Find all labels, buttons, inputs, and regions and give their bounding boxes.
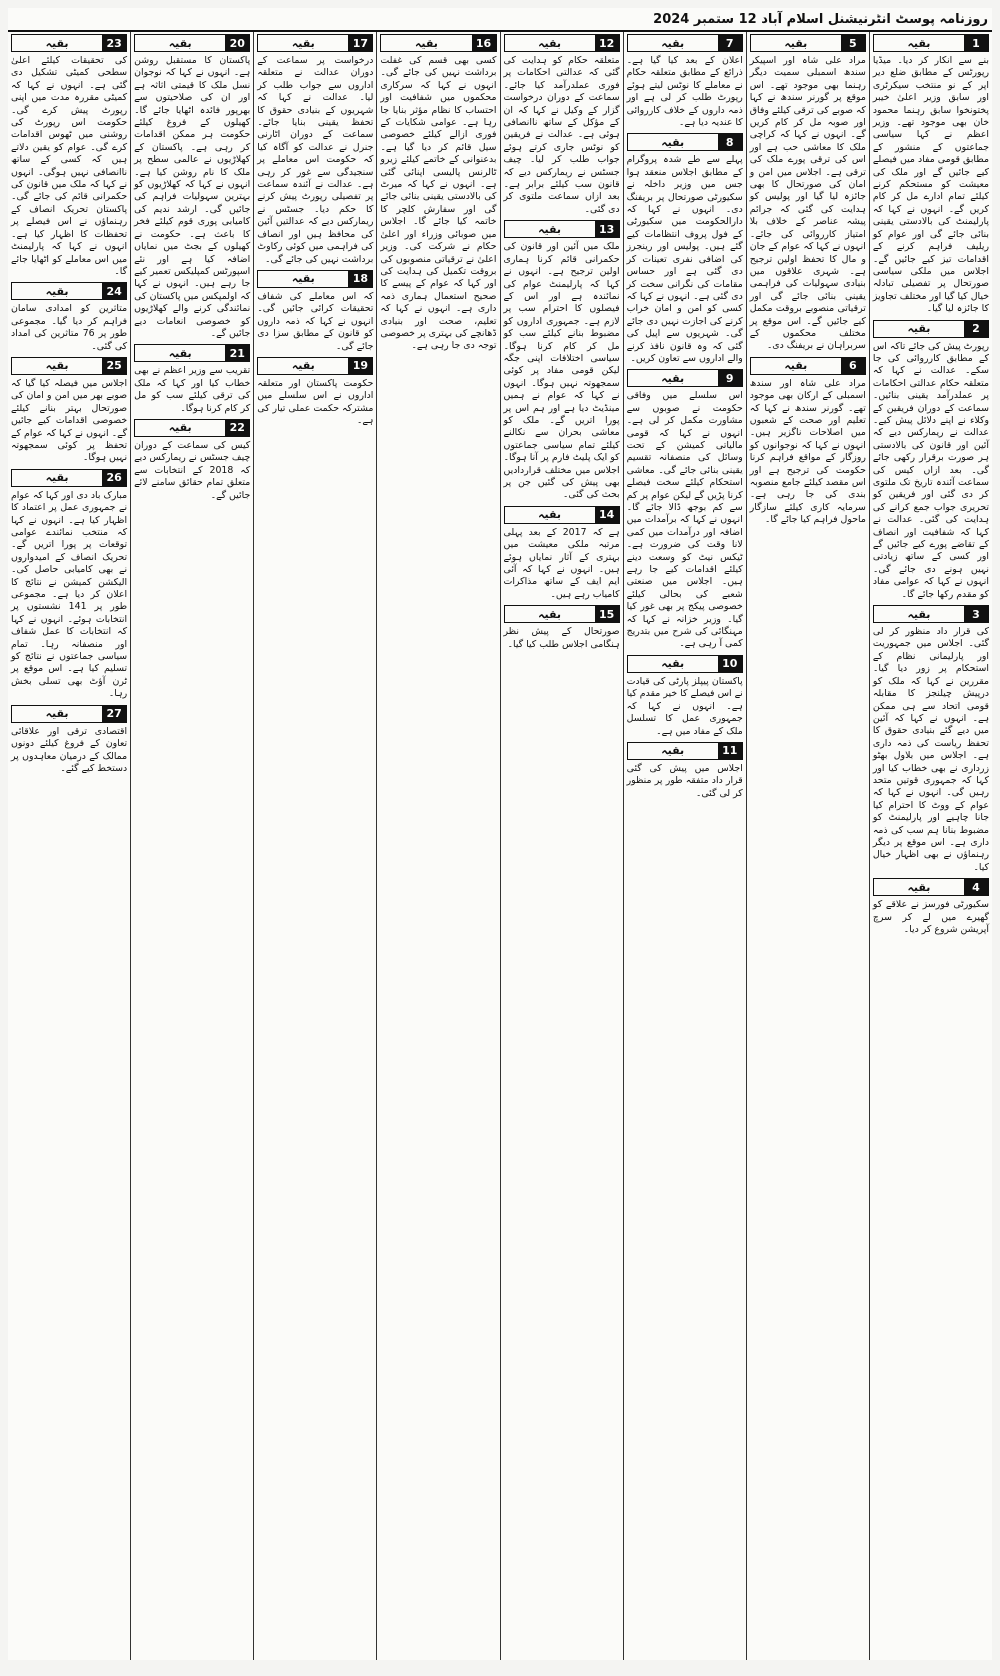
continuation-block xyxy=(627,369,743,651)
continuation-tag xyxy=(11,469,127,487)
continuation-text: پاکستان کا مستقبل روشن ہے۔ انہوں نے کہا کہ نوجوان نسل ملک کا قیمتی اثاثہ ہے اور ان کی صلاحیتوں سے بھرپور فائدہ اٹھایا جائے گا۔ کھیلوں کے فروغ کیلئے حکومت ہر ممکن اقدامات کر رہی ہے۔ پاکستان کے کھلاڑیوں نے عالمی سطح پر ملک کا نام روشن کیا ہے۔ انہوں نے کہا کہ کھلاڑیوں کو بہترین سہولیات فراہم کی جائیں گی۔ ارشد ندیم کی کامیابی پوری قوم کیلئے فخر کا باعث ہے۔ حکومت نے کھیلوں کے بجٹ میں نمایاں اضافہ کیا ہے اور نئے اسپورٹس کمپلیکس تعمیر کیے جا رہے ہیں۔ انہوں نے کہا کہ اولمپکس میں پاکستان کی نمائندگی کرنے والے کھلاڑیوں کو خصوصی انعامات دیے جائیں گے۔ xyxy=(134,55,251,339)
continuation-tag xyxy=(257,357,373,375)
continuation-tag xyxy=(11,34,127,52)
continuation-text: کیس کی سماعت کے دوران چیف جسٹس نے ریمارکس دیے کہ 2018 کے انتخابات سے متعلق تمام حقائق سامنے لائے جائیں گے۔ xyxy=(134,439,251,501)
continuation-text: ہے کہ 2017 کے بعد پہلی مرتبہ ملکی معیشت میں بہتری کے آثار نمایاں ہوئے ہیں۔ انہوں نے کہا کہ آئی ایم ایف کے ساتھ مذاکرات کامیاب رہے ہیں۔ xyxy=(503,526,620,600)
continuation-number: 3 xyxy=(964,606,988,622)
continuation-text: اقتصادی ترقی اور علاقائی تعاون کے فروغ کیلئے دونوں ممالک کے درمیان معاہدوں پر دستخط کیے گئے۔ xyxy=(11,725,128,774)
continuation-number: 16 xyxy=(472,35,496,51)
continuation-text: مبارک باد دی اور کہا کہ عوام نے جمہوری عمل پر اعتماد کا اظہار کیا ہے۔ انہوں نے کہا کہ منتخب نمائندے عوامی توقعات پر پورا اتریں گے۔ تحریک انصاف کے امیدواروں نے بھی کامیابی حاصل کی۔ الیکشن کمیشن نے نتائج کا اعلان کر دیا ہے۔ مجموعی طور پر 141 نشستوں پر انتخابات ہوئے۔ انہوں نے کہا کہ انتخابات کا عمل شفاف اور منصفانہ رہا۔ تمام سیاسی جماعتوں نے نتائج کو تسلیم کیا ہے۔ اس موقع پر ٹرن آؤٹ بھی تسلی بخش رہا۔ xyxy=(11,489,128,700)
continuation-label: بقیہ xyxy=(291,272,315,286)
continuation-label: بقیہ xyxy=(661,371,685,385)
continuation-number: 9 xyxy=(718,370,742,386)
continuation-label: بقیہ xyxy=(784,359,808,373)
continuation-label: بقیہ xyxy=(291,359,315,373)
continuation-tag xyxy=(627,133,743,151)
continuation-tag xyxy=(504,605,620,623)
continuation-label: بقیہ xyxy=(45,359,69,373)
continuation-number: 1 xyxy=(964,35,988,51)
continuation-label: بقیہ xyxy=(291,36,315,50)
column-5 xyxy=(376,32,499,1660)
continuation-label: بقیہ xyxy=(45,36,69,50)
continuation-tag xyxy=(627,742,743,760)
continuation-text: کی تحقیقات کیلئے اعلیٰ سطحی کمیٹی تشکیل دی گئی ہے۔ انہوں نے کہا کہ کمیٹی مقررہ مدت میں اپنی رپورٹ پیش کرے گی۔ حکومت اس رپورٹ کی روشنی میں ٹھوس اقدامات کرے گی۔ عوام کو یقین دلاتے ہیں کہ کسی کے ساتھ ناانصافی نہیں ہوگی۔ انہوں نے کہا کہ ملک میں قانون کی حکمرانی قائم کی جائے گی۔ پاکستان تحریک انصاف کے رہنماؤں نے اس فیصلے پر تحفظات کا اظہار کیا ہے۔ انہوں نے کہا کہ پارلیمنٹ میں اس معاملے کو اٹھایا جائے گا۔ xyxy=(11,55,128,277)
continuation-label: بقیہ xyxy=(538,508,562,522)
continuation-label: بقیہ xyxy=(168,36,192,50)
continuation-text: صورتحال کے پیش نظر ہنگامی اجلاس طلب کیا گیا۔ xyxy=(503,626,620,650)
continuation-label: بقیہ xyxy=(661,744,685,758)
continuation-block xyxy=(504,506,620,601)
continuation-label: بقیہ xyxy=(907,36,931,50)
column-6 xyxy=(253,32,376,1660)
continuation-text: متعلقہ حکام کو ہدایت کی گئی کہ عدالتی احکامات پر فوری عملدرآمد کیا جائے۔ سماعت کے دوران درخواست گزار کے وکیل نے کہا کہ ان کے مؤکل کے ساتھ ناانصافی ہوئی ہے۔ عدالت نے فریقین کو نوٹس جاری کرتے ہوئے جواب طلب کر لیا۔ چیف جسٹس نے ریمارکس دیے کہ قانون سب کیلئے برابر ہے۔ بعد ازاں سماعت ملتوی کر دی گئی۔ xyxy=(503,55,620,215)
continuation-label: بقیہ xyxy=(45,471,69,485)
continuation-text: بنے سے انکار کر دیا۔ میڈیا رپورٹس کے مطابق ضلع دیر اپر کے نو منتخب سیکرٹری اور سابق وزیر اعلیٰ خیبر پختونخوا سابق رہنما محمود خان بھی موجود تھے۔ وزیر اعظم نے کہا سیاسی جماعتوں کے منشور کے مطابق قومی مفاد میں فیصلے کیے جائیں گے اور ملک کی معیشت کو مستحکم کرنے کیلئے تمام ادارے مل کر کام کریں گے۔ انہوں نے کہا کہ پارلیمنٹ کی بالادستی یقینی بنائی جائے گی اور عوام کو ریلیف فراہم کرنے کے اقدامات تیز کیے جائیں گے۔ اجلاس میں ملکی سیاسی صورتحال پر تفصیلی تبادلہ خیال کیا گیا اور مختلف تجاویز کا جائزہ لیا گیا۔ xyxy=(872,55,989,315)
continuation-number: 4 xyxy=(964,879,988,895)
continuation-block xyxy=(873,34,989,316)
continuation-tag xyxy=(134,419,250,437)
continuation-label: بقیہ xyxy=(907,880,931,894)
continuation-block xyxy=(11,469,127,701)
continuation-text: درخواست پر سماعت کے دوران عدالت نے متعلقہ اداروں سے جواب طلب کر لیا۔ عدالت نے کہا کہ شہریوں کے بنیادی حقوق کا تحفظ یقینی بنایا جائے۔ سماعت کے دوران اٹارنی جنرل نے عدالت کو آگاہ کیا کہ حکومت اس معاملے پر سنجیدگی سے غور کر رہی ہے۔ عدالت نے آئندہ سماعت پر تفصیلی رپورٹ پیش کرنے کا حکم دیا۔ جسٹس نے ریمارکس دیے کہ عدالتیں آئین کی محافظ ہیں اور انصاف کی فراہمی میں کوئی رکاوٹ برداشت نہیں کی جائے گی۔ xyxy=(257,55,374,265)
columns-container xyxy=(8,32,992,1660)
continuation-number: 14 xyxy=(595,507,619,523)
continuation-block xyxy=(257,34,373,266)
continuation-block xyxy=(11,705,127,776)
continuation-number: 12 xyxy=(595,35,619,51)
continuation-label: بقیہ xyxy=(784,36,808,50)
continuation-number: 25 xyxy=(102,358,126,374)
continuation-tag xyxy=(627,655,743,673)
continuation-number: 22 xyxy=(225,420,249,436)
continuation-text: کہ اس معاملے کی شفاف تحقیقات کرائی جائیں گی۔ انہوں نے کہا کہ ذمہ داروں کو قانون کے مطابق سزا دی جائے گی۔ xyxy=(257,290,374,352)
column-3 xyxy=(623,32,746,1660)
continuation-tag xyxy=(873,605,989,623)
continuation-number: 18 xyxy=(348,271,372,287)
continuation-block xyxy=(873,878,989,936)
continuation-tag xyxy=(11,357,127,375)
continuation-number: 19 xyxy=(348,358,372,374)
continuation-text: پہلے سے طے شدہ پروگرام کے مطابق اجلاس منعقد ہوا جس میں وزیر داخلہ نے سکیورٹی صورتحال پر بریفنگ دی۔ انہوں نے کہا کہ دارالحکومت میں سکیورٹی کے فول پروف انتظامات کیے گئے ہیں۔ پولیس اور رینجرز کی اضافی نفری تعینات کر دی گئی ہے اور حساس مقامات کی نگرانی سخت کر دی گئی ہے۔ انہوں نے کہا کہ کسی کو امن و امان خراب کرنے کی اجازت نہیں دی جائے گی۔ شہریوں سے اپیل کی گئی کہ وہ قانون نافذ کرنے والے اداروں سے تعاون کریں۔ xyxy=(626,154,743,364)
continuation-text: اس سلسلے میں وفاقی حکومت نے صوبوں سے مشاورت مکمل کر لی ہے۔ انہوں نے کہا کہ قومی مالیاتی کمیشن کے تحت وسائل کی منصفانہ تقسیم یقینی بنائی جائے گی۔ معاشی استحکام کیلئے سخت فیصلے کرنا پڑیں گے لیکن عوام پر کم سے کم بوجھ ڈالا جائے گا۔ انہوں نے کہا کہ برآمدات میں اضافہ اور درآمدات میں کمی لانا وقت کی ضرورت ہے۔ ٹیکس نیٹ کو وسعت دینے کیلئے اقدامات کیے جا رہے ہیں۔ اجلاس میں صنعتی شعبے کی بحالی کیلئے خصوصی پیکج پر بھی غور کیا گیا۔ وزیر خزانہ نے کہا کہ مہنگائی کی شرح میں بتدریج کمی آ رہی ہے۔ xyxy=(626,390,743,650)
continuation-number: 15 xyxy=(595,606,619,622)
continuation-block xyxy=(134,419,250,502)
continuation-number: 17 xyxy=(348,35,372,51)
continuation-number: 7 xyxy=(718,35,742,51)
masthead xyxy=(8,8,992,32)
continuation-label: بقیہ xyxy=(907,322,931,336)
continuation-number: 11 xyxy=(718,743,742,759)
continuation-tag xyxy=(134,344,250,362)
continuation-number: 5 xyxy=(841,35,865,51)
continuation-tag xyxy=(504,506,620,524)
continuation-tag xyxy=(627,369,743,387)
continuation-text: مراد علی شاہ اور سندھ اسمبلی کے ارکان بھی موجود تھے۔ گورنر سندھ نے کہا کہ تعلیم اور صحت کے شعبوں میں اصلاحات ناگزیر ہیں۔ انہوں نے کہا کہ نوجوانوں کو روزگار کے مواقع فراہم کرنا حکومت کی ترجیح ہے اور اس مقصد کیلئے جامع منصوبہ بندی کی جا رہی ہے۔ سرمایہ کاری کیلئے سازگار ماحول فراہم کیا جائے گا۔ xyxy=(749,377,866,526)
continuation-text: اعلان کے بعد کیا گیا ہے۔ ذرائع کے مطابق متعلقہ حکام نے معاملے کا نوٹس لیتے ہوئے رپورٹ طلب کر لی ہے اور ذمہ داروں کے خلاف کارروائی کا عندیہ دیا ہے۔ xyxy=(626,55,743,129)
continuation-label: بقیہ xyxy=(538,36,562,50)
continuation-block xyxy=(257,270,373,353)
continuation-number: 13 xyxy=(595,221,619,237)
continuation-tag xyxy=(257,270,373,288)
continuation-label: بقیہ xyxy=(168,346,192,360)
continuation-number: 24 xyxy=(102,283,126,299)
continuation-tag xyxy=(257,34,373,52)
continuation-block xyxy=(750,357,866,527)
continuation-tag xyxy=(627,34,743,52)
continuation-text: رپورٹ پیش کی جائے تاکہ اس کے مطابق کارروائی کی جا سکے۔ عدالت نے کہا کہ متعلقہ حکام عدالتی احکامات پر عملدرآمد یقینی بنائیں۔ سماعت کے دوران فریقین کے وکلاء نے اپنے دلائل پیش کیے۔ عدالت نے ریمارکس دیے کہ آئین اور قانون کی بالادستی ہر صورت برقرار رکھی جائے گی۔ بعد ازاں کیس کی سماعت آئندہ تاریخ تک ملتوی کر دی گئی اور فریقین کو تحریری جواب جمع کرانے کی ہدایت کی گئی۔ عدالت نے کہا کہ شفافیت اور انصاف کے تقاضے پورے کیے جائیں گے اور کسی کے ساتھ زیادتی نہیں ہونے دی جائے گی۔ انہوں نے کہا کہ عوامی مفاد کو مقدم رکھا جائے گا۔ xyxy=(872,340,989,600)
continuation-text: حکومت پاکستان اور متعلقہ اداروں نے اس سلسلے میں مشترکہ حکمت عملی تیار کی ہے۔ xyxy=(257,377,374,427)
continuation-block xyxy=(873,320,989,602)
continuation-label: بقیہ xyxy=(45,284,69,298)
continuation-number: 6 xyxy=(841,358,865,374)
continuation-text: کی قرار داد منظور کر لی گئی۔ اجلاس میں جمہوریت اور پارلیمانی نظام کے استحکام پر زور دیا گیا۔ مقررین نے کہا کہ ملک کو درپیش چیلنجز کا مقابلہ قومی اتحاد سے ہی ممکن ہے۔ انہوں نے کہا کہ آئین میں دیے گئے بنیادی حقوق کا تحفظ ریاست کی ذمہ داری ہے۔ اجلاس میں بلاول بھٹو زرداری نے بھی خطاب کیا اور کہا کہ جمہوری قوتیں متحد رہیں گی۔ انہوں نے کہا کہ عوام کے ووٹ کا احترام کیا جانا چاہیے اور پارلیمنٹ کو مضبوط بنانا ہم سب کی ذمہ داری ہے۔ اس موقع پر دیگر رہنماؤں نے بھی اظہار خیال کیا۔ xyxy=(872,626,989,873)
continuation-block xyxy=(380,34,496,353)
continuation-text: اجلاس میں فیصلہ کیا گیا کہ صوبے بھر میں امن و امان کی صورتحال بہتر بنانے کیلئے خصوصی اقدامات کیے جائیں گے۔ انہوں نے کہا کہ عوام کے تحفظ پر کوئی سمجھوتہ نہیں ہوگا۔ xyxy=(11,377,128,464)
continuation-block xyxy=(873,605,989,874)
continuation-block xyxy=(11,282,127,353)
column-8 xyxy=(8,32,130,1660)
continuation-text: کسی بھی قسم کی غفلت برداشت نہیں کی جائے گی۔ انہوں نے کہا کہ سرکاری محکموں میں شفافیت اور احتساب کا نظام مؤثر بنایا جا رہا ہے۔ عوامی شکایات کے فوری ازالے کیلئے خصوصی سیل قائم کر دیا گیا ہے۔ بدعنوانی کے خاتمے کیلئے زیرو ٹالرنس پالیسی اپنائی گئی ہے۔ انہوں نے کہا کہ میرٹ کی بالادستی یقینی بنائی جائے گی اور سفارش کلچر کا خاتمہ کیا جائے گا۔ اجلاس میں صوبائی وزراء اور اعلیٰ حکام نے شرکت کی۔ وزیر اعلیٰ نے ترقیاتی منصوبوں کی بروقت تکمیل کی ہدایت کی اور کہا کہ عوام کے پیسے کا صحیح استعمال ہماری ذمہ داری ہے۔ انہوں نے کہا کہ تعلیم، صحت اور بنیادی ڈھانچے کی بہتری پر خصوصی توجہ دی جا رہی ہے۔ xyxy=(380,55,497,352)
continuation-block xyxy=(627,742,743,800)
continuation-label: بقیہ xyxy=(538,222,562,236)
continuation-number: 20 xyxy=(225,35,249,51)
continuation-number: 26 xyxy=(102,470,126,486)
continuation-label: بقیہ xyxy=(661,36,685,50)
continuation-block xyxy=(504,605,620,651)
continuation-tag xyxy=(750,357,866,375)
continuation-block xyxy=(11,34,127,278)
continuation-tag xyxy=(134,34,250,52)
newspaper-page xyxy=(8,8,992,1660)
continuation-text: مراد علی شاہ اور اسپیکر سندھ اسمبلی سمیت دیگر رہنما بھی موجود تھے۔ اس موقع پر گورنر سندھ نے کہا کہ صوبے کی ترقی کیلئے وفاق اور صوبہ مل کر کام کریں گے۔ انہوں نے کہا کہ کراچی ملک کا معاشی حب ہے اور اس کی ترقی پورے ملک کی ترقی ہے۔ اجلاس میں امن و امان کی صورتحال کا بھی جائزہ لیا گیا اور پولیس کو ہدایت کی گئی کہ جرائم پیشہ عناصر کے خلاف بلا امتیاز کارروائی کی جائے۔ انہوں نے کہا کہ عوام کے جان و مال کا تحفظ اولین ترجیح ہے۔ شہری علاقوں میں بنیادی سہولیات کی فراہمی یقینی بنائی جائے گی اور ترقیاتی منصوبے بروقت مکمل کیے جائیں گے۔ اس موقع پر مختلف محکموں کے سربراہان نے بریفنگ دی۔ xyxy=(749,55,866,352)
continuation-block xyxy=(627,34,743,129)
continuation-block xyxy=(627,655,743,738)
continuation-text: ملک میں آئین اور قانون کی حکمرانی قائم کرنا ہماری اولین ترجیح ہے۔ انہوں نے کہا کہ پارلیمنٹ عوام کی نمائندہ ہے اور اس کے فیصلوں کا احترام سب پر لازم ہے۔ جمہوری اداروں کو مضبوط بنانے کیلئے سب کو مل کر کام کرنا ہوگا۔ سیاسی اختلافات اپنی جگہ لیکن قومی مفاد پر کوئی سمجھوتہ نہیں ہوگا۔ انہوں نے کہا کہ عوام نے ہمیں مینڈیٹ دیا ہے اور ہم اس پر پورا اتریں گے۔ ملک کو معاشی بحران سے نکالنے کیلئے تمام سیاسی جماعتوں کو ایک پلیٹ فارم پر آنا ہوگا۔ اجلاس میں مختلف قراردادیں بھی پیش کی گئیں جن پر بحث کی گئی۔ xyxy=(503,241,620,501)
continuation-label: بقیہ xyxy=(414,36,438,50)
continuation-tag xyxy=(504,34,620,52)
continuation-text: پاکستان پیپلز پارٹی کی قیادت نے اس فیصلے کا خیر مقدم کیا ہے۔ انہوں نے کہا کہ جمہوری عمل کا تسلسل ملک کے مفاد میں ہے۔ xyxy=(626,675,743,737)
continuation-number: 10 xyxy=(718,656,742,672)
continuation-block xyxy=(627,133,743,365)
column-2 xyxy=(746,32,869,1660)
continuation-label: بقیہ xyxy=(168,421,192,435)
continuation-text: متاثرین کو امدادی سامان فراہم کر دیا گیا۔ مجموعی طور پر 76 متاثرین کی امداد کی گئی۔ xyxy=(11,303,128,352)
continuation-label: بقیہ xyxy=(907,607,931,621)
continuation-block xyxy=(750,34,866,353)
continuation-text: تقریب سے وزیر اعظم نے بھی خطاب کیا اور کہا کہ ملک کی ترقی کیلئے سب کو مل کر کام کرنا ہوگا۔ xyxy=(134,365,251,414)
continuation-number: 23 xyxy=(102,35,126,51)
continuation-number: 8 xyxy=(718,134,742,150)
continuation-tag xyxy=(750,34,866,52)
column-4 xyxy=(500,32,623,1660)
continuation-block xyxy=(134,344,250,415)
continuation-tag xyxy=(11,282,127,300)
column-1 xyxy=(869,32,992,1660)
continuation-number: 2 xyxy=(964,321,988,337)
continuation-number: 21 xyxy=(225,345,249,361)
continuation-tag xyxy=(380,34,496,52)
continuation-block xyxy=(504,34,620,216)
continuation-block xyxy=(134,34,250,340)
continuation-tag xyxy=(873,34,989,52)
continuation-tag xyxy=(873,878,989,896)
continuation-block xyxy=(11,357,127,465)
continuation-block xyxy=(257,357,373,428)
continuation-number: 27 xyxy=(102,706,126,722)
continuation-text: سکیورٹی فورسز نے علاقے کو گھیرے میں لے کر سرچ آپریشن شروع کر دیا۔ xyxy=(872,899,989,935)
continuation-tag xyxy=(504,220,620,238)
column-7 xyxy=(130,32,253,1660)
continuation-label: بقیہ xyxy=(661,657,685,671)
continuation-label: بقیہ xyxy=(45,707,69,721)
continuation-label: بقیہ xyxy=(661,135,685,149)
masthead-title: روزنامہ پوسٹ انٹرنیشنل اسلام آباد 12 ستمبر 2024 xyxy=(653,11,988,27)
continuation-text: اجلاس میں پیش کی گئی قرار داد متفقہ طور پر منظور کر لی گئی۔ xyxy=(626,762,743,799)
continuation-tag xyxy=(873,320,989,338)
continuation-label: بقیہ xyxy=(538,607,562,621)
continuation-block xyxy=(504,220,620,502)
continuation-tag xyxy=(11,705,127,723)
